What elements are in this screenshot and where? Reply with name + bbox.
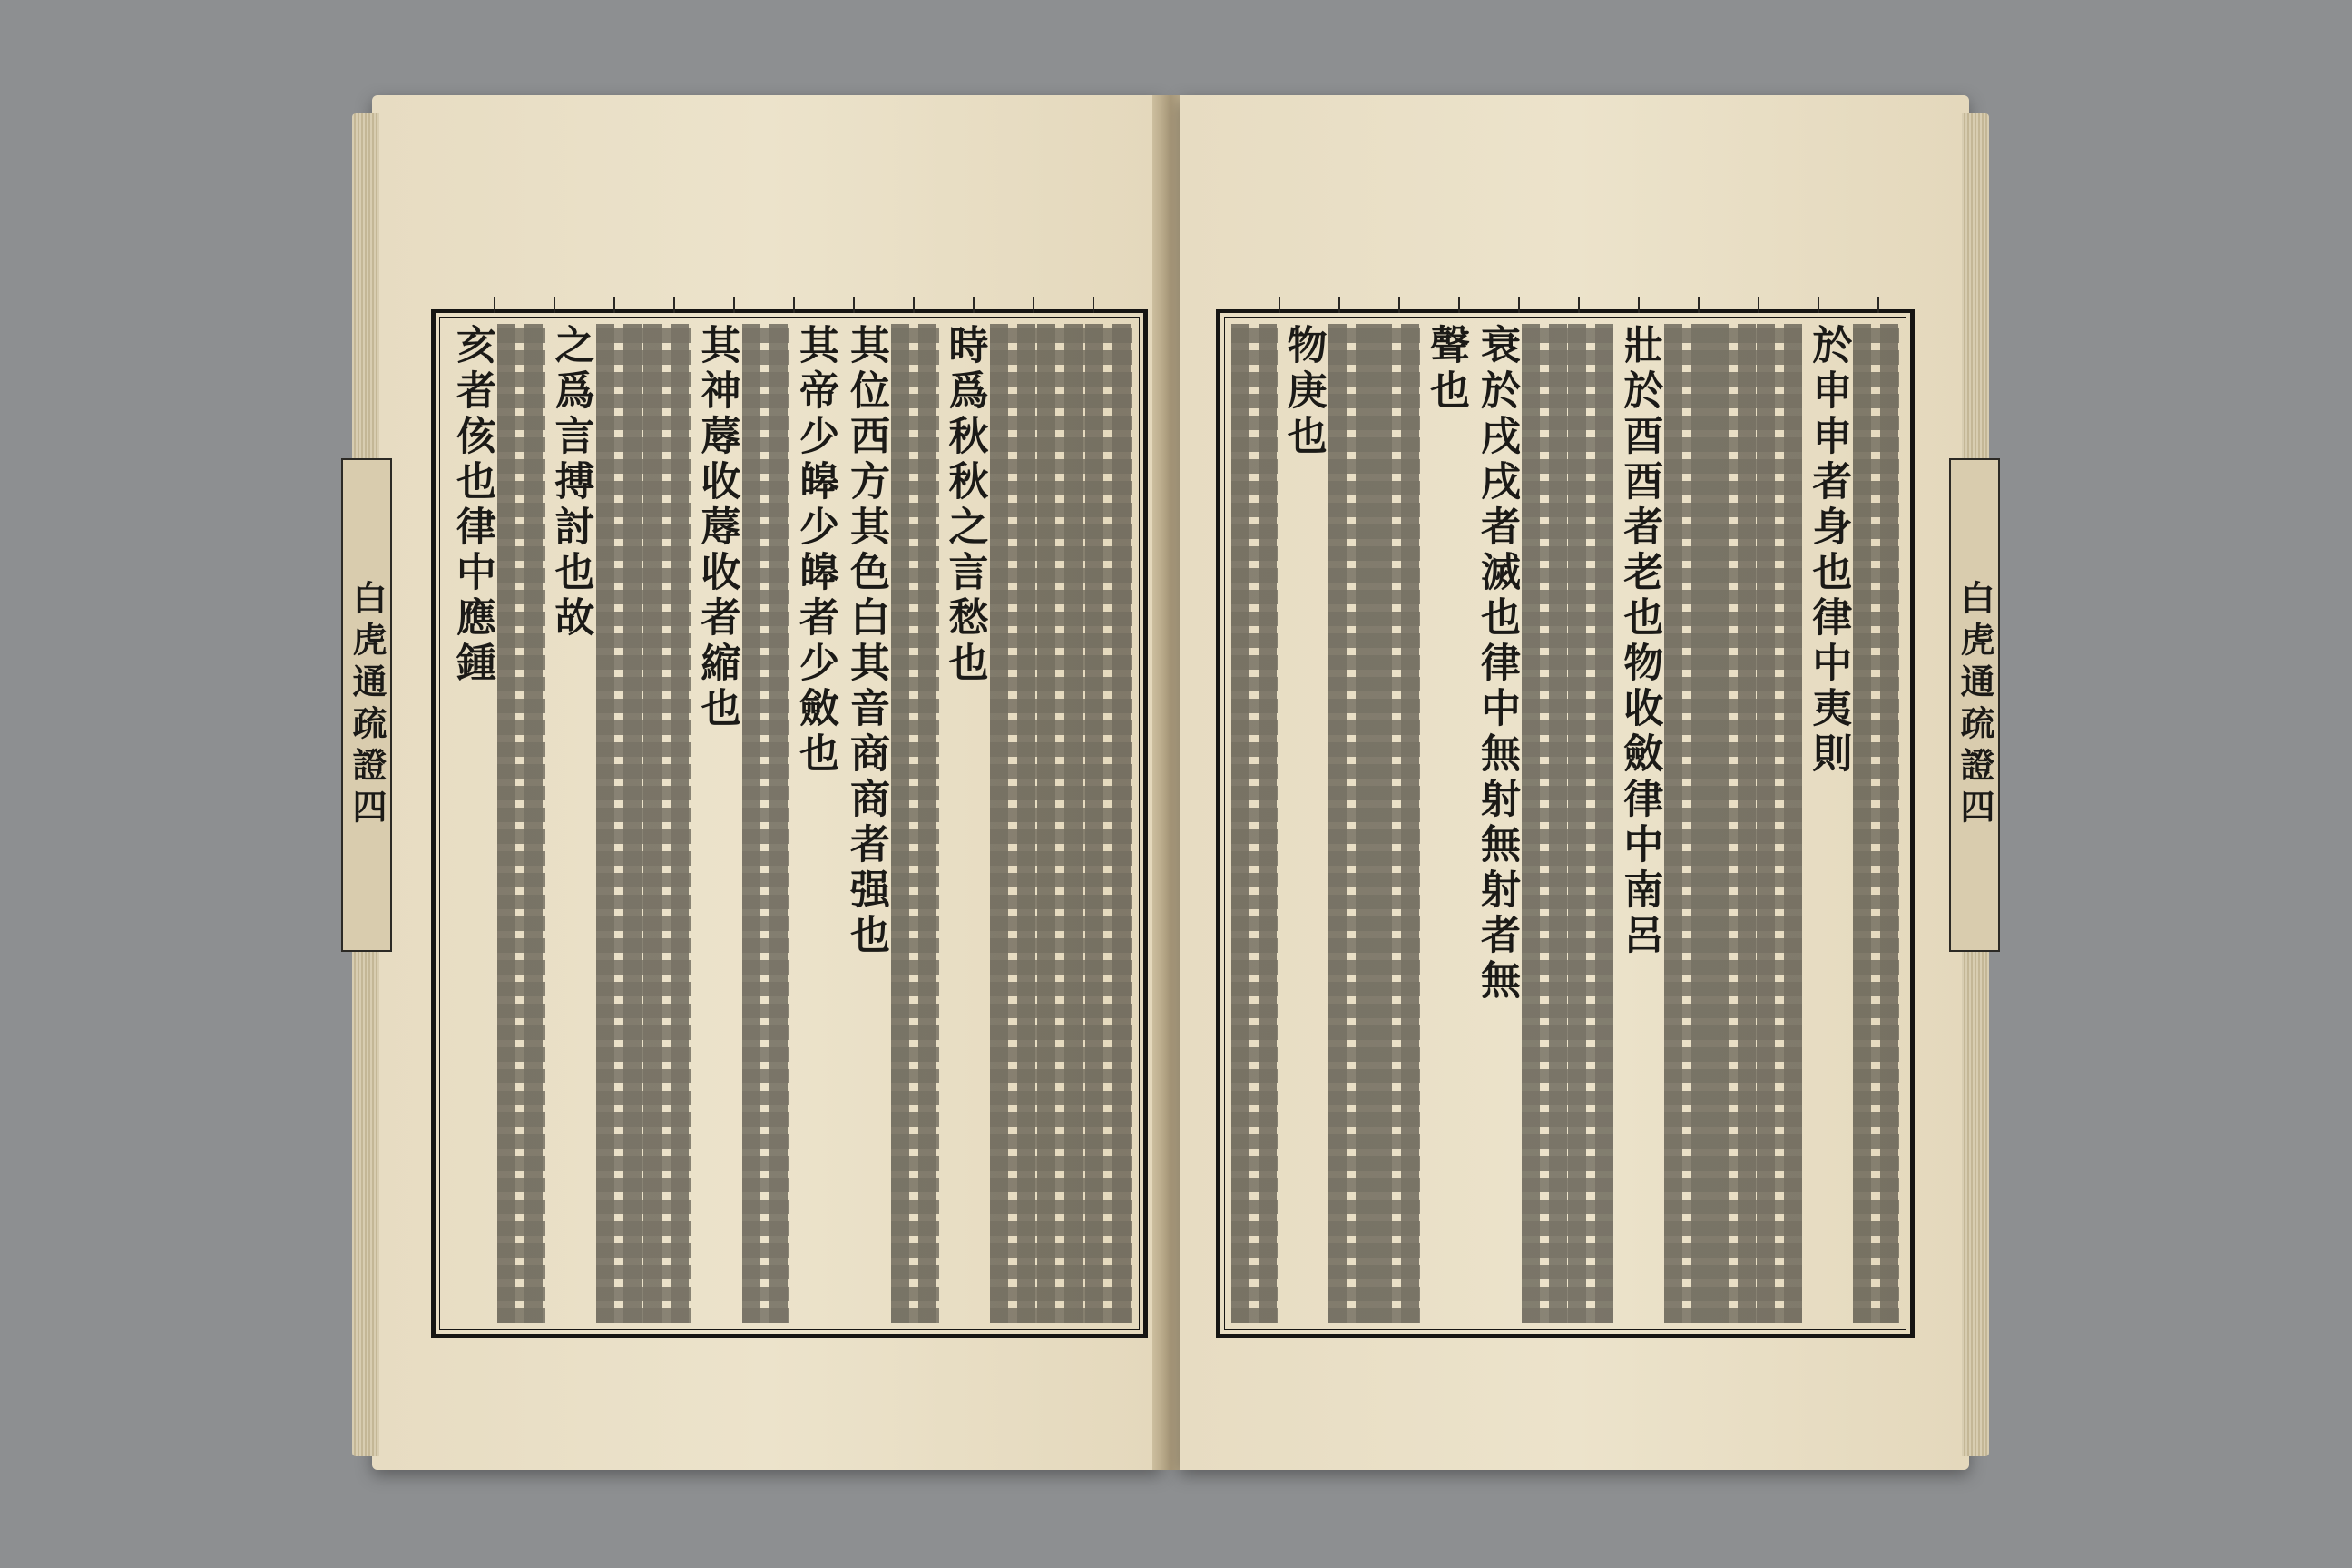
- commentary-column: [1710, 324, 1757, 1323]
- main-text-column: 壯於酉酉者老也物收斂律中南呂: [1616, 324, 1663, 959]
- main-text-column: 亥者侅也律中應鍾: [449, 324, 495, 687]
- commentary-column: [1374, 324, 1420, 1323]
- left-text-columns: [446, 324, 1132, 1323]
- commentary-column: [1037, 324, 1085, 1323]
- commentary-column: [990, 324, 1038, 1323]
- commentary-column: [1664, 324, 1710, 1323]
- commentary-column: [1757, 324, 1803, 1323]
- left-fold-title: 白虎通疏證四: [341, 458, 392, 952]
- commentary-column: [1568, 324, 1614, 1323]
- main-text-column: 其帝少皞少皞者少斂也: [792, 324, 838, 778]
- right-column-ruler: [1220, 297, 1910, 313]
- main-text-column: 時爲秋秋之言愁也: [941, 324, 988, 687]
- main-text-column: 其神蓐收蓐收者縮也: [693, 324, 740, 732]
- main-text-column: 物庚也: [1279, 324, 1327, 460]
- commentary-column: [497, 324, 545, 1323]
- commentary-column: [596, 324, 644, 1323]
- commentary-column: [1328, 324, 1375, 1323]
- commentary-column: [1522, 324, 1568, 1323]
- left-page: [347, 95, 1161, 1470]
- commentary-column: [1231, 324, 1278, 1323]
- right-text-columns: [1231, 324, 1899, 1323]
- main-text-column: 其位西方其色白其音商商者强也: [843, 324, 889, 959]
- main-text-column: 之爲言搏討也故: [547, 324, 594, 642]
- main-text-column: 於申申者身也律中夷則: [1805, 324, 1852, 778]
- left-text-frame: [431, 309, 1148, 1338]
- commentary-column: [1085, 324, 1133, 1323]
- left-column-ruler: [436, 297, 1143, 313]
- right-page: [1180, 95, 1995, 1470]
- main-text-column: 聲也: [1422, 324, 1469, 415]
- commentary-column: [643, 324, 691, 1323]
- commentary-column: [891, 324, 939, 1323]
- main-text-column: 衰於戌戌者滅也律中無射無射者無: [1473, 324, 1520, 1004]
- right-fold-title: 白虎通疏證四: [1949, 458, 2000, 952]
- commentary-column: [742, 324, 790, 1323]
- right-text-frame: [1216, 309, 1915, 1338]
- commentary-column: [1853, 324, 1899, 1323]
- open-book: [347, 95, 1995, 1470]
